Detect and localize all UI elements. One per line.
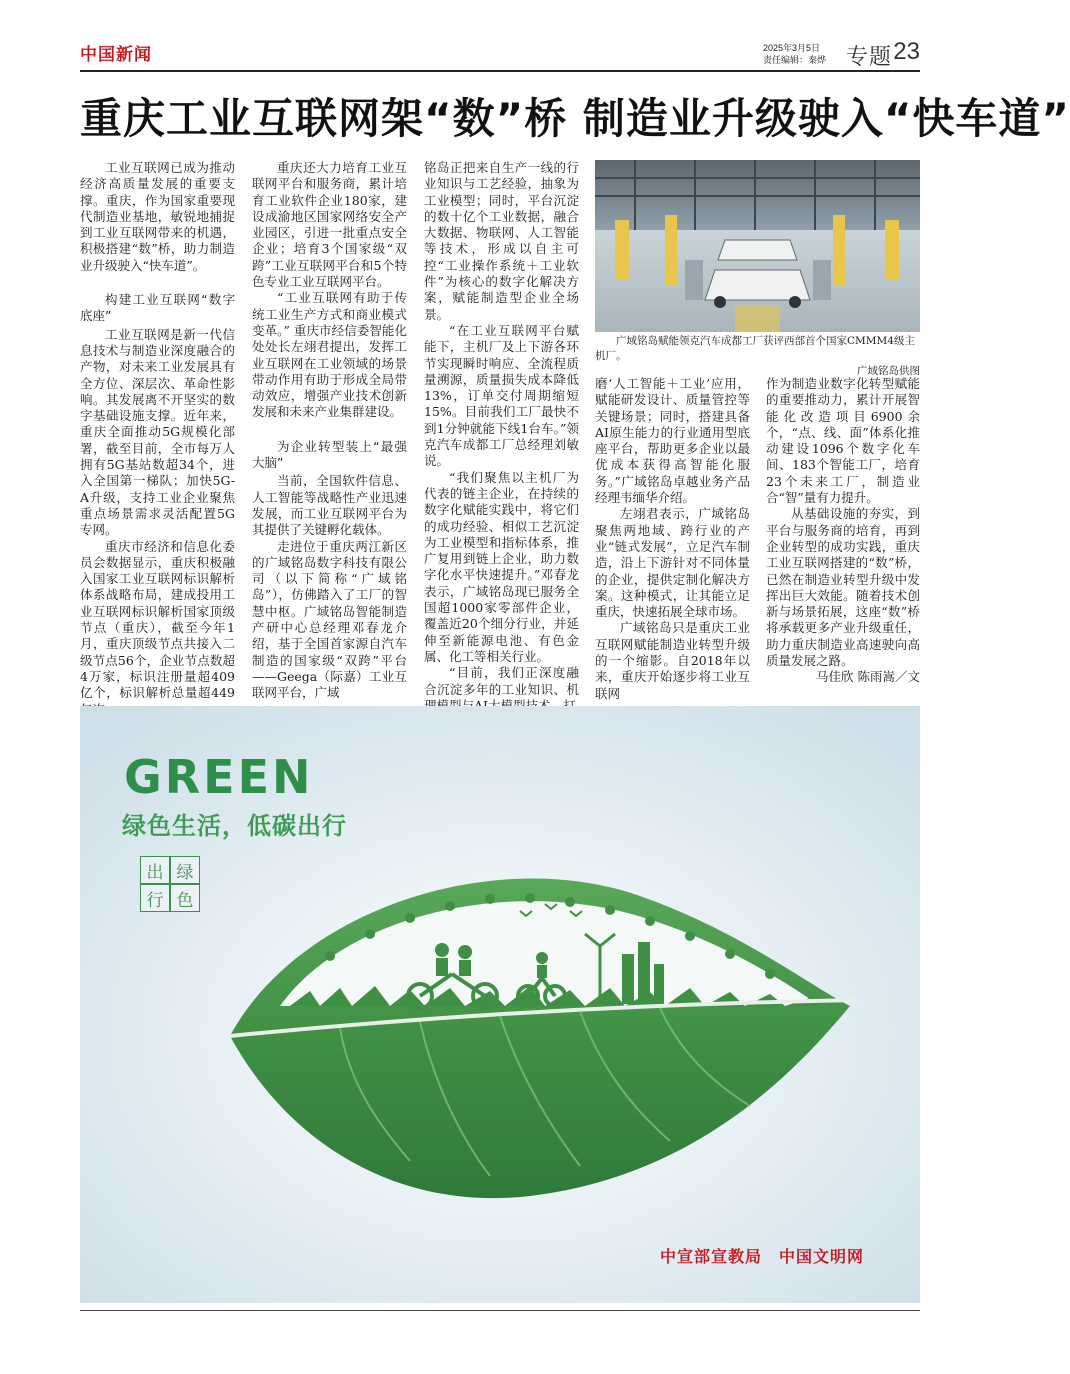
seal-stamp bbox=[140, 856, 200, 912]
paragraph: “目前，我们正深度融合沉淀多年的工业知识、机 bbox=[424, 665, 579, 697]
paragraph: 铭岛正把来自生产一线的行业知识与工艺经验，抽象为工业模型；同时，平台沉淀的数十亿个工业数据，融合大数据、物联网、人工智能等技术，形成以自主可控“工业操作系统＋工业软件”为核心的数字化解决方案，赋能制造型企业全场景。 bbox=[424, 160, 579, 322]
paragraph: 左翊君表示，广域铭岛聚焦两地域、跨行业的产业“链式发展”，立足汽车制造，沿上下游针对不同体量的企业，提供定制化解决方案。这种模式，让其能立足重庆，快速拓展全球市场。 bbox=[595, 506, 750, 620]
byline: 马佳欣 陈雨嵩／文 bbox=[816, 669, 920, 685]
ad-slogan: 绿色生活，低碳出行 bbox=[122, 812, 347, 840]
masthead-rule bbox=[80, 70, 920, 72]
issue-meta bbox=[763, 42, 826, 66]
subheading: 构建工业互联网“数字底座” bbox=[80, 292, 235, 324]
paragraph: 工业互联网是新一代信息技术与制造业深度融合的产物，对未来工业发展具有全方位、深层次、革命性影响。其发展离不开坚实的数字基础设施支撑。近年来，重庆全面推动5G规模化部署，截至目前，全市每万人拥有5G基站数超34个，进入全国第一梯队；加快5G-A升级，支持工业企业聚焦重点场景需求灵活配置5G专网。 bbox=[80, 326, 235, 538]
caption-text: 广域铭岛赋能领克汽车成都工厂获评西部首个国家CMMM4级主机厂。 bbox=[595, 335, 915, 362]
headline: 重庆工业互联网架“数”桥 制造业升级驶入“快车道” bbox=[80, 94, 1070, 143]
article-column-2 bbox=[252, 160, 407, 702]
photo-credit: 广域铭岛供图 bbox=[857, 365, 920, 377]
paragraph: “工业互联网有助于传统工业生产方式和商业模式变革。” 重庆市经信委智能化处处长左翊君提出，发挥工业互联网在工业领域的场景带动作用有助于形成全局带动效应，增强产业技术创新发展和未来产业集群建设。 bbox=[252, 290, 407, 420]
paragraph: 作为制造业数字化转型赋能的重要推动力，累计开展智能化改造项目6900余个，“点、线、面”体系化推动建设1096个数字化车间、183个智能工厂，培育23个未来工厂，制造业合“智”量有力提升。 bbox=[766, 376, 920, 506]
article-column-4 bbox=[595, 376, 750, 702]
masthead bbox=[80, 36, 920, 72]
paragraph: 磨‘人工智能＋工业’应用，赋能研发设计、质量管控等关键场景；同时，搭建具备AI原生能力的行业通用型底座平台，帮助更多企业以最优成本获得高智能化服务。”广域铭岛卓越业务产品经理韦缅华介绍。 bbox=[595, 376, 750, 506]
article-column-5 bbox=[766, 376, 920, 686]
paragraph: 广域铭岛只是重庆工业互联网赋能制造业转型升级的一个缩影。自2018年以来，重庆开始逐步将工业互联网 bbox=[595, 620, 750, 701]
seal-char: 绿 bbox=[170, 856, 200, 884]
paragraph: “在工业互联网平台赋能下，主机厂及上下游各环节实现瞬时响应、全流程质量溯源，质量损失成本降低13%，订单交付周期缩短15%。目前我们工厂最快不到1分钟就能下线1台车。”领克汽车成都工厂总经理刘敏说。 bbox=[424, 322, 579, 469]
factory-photo bbox=[595, 160, 920, 332]
newspaper-logo: 中国新闻 bbox=[80, 45, 152, 65]
footer-rule bbox=[80, 1310, 920, 1311]
green-ad bbox=[80, 706, 920, 1303]
paragraph: 重庆还大力培育工业互联网平台和服务商，累计培育工业软件企业180家，建设成渝地区国家网络安全产业园区，引进一批重点安全企业；培育3个国家级“双跨”工业互联网平台和5个特色专业工业互联网平台。 bbox=[252, 160, 407, 290]
paragraph: “我们聚焦以主机厂为代表的链主企业，在持续的数字化赋能实践中，将它们的成功经验、相似工艺沉淀为工业模型和指标体系，推广复用到链上企业，助力数字化水平快速提升。”邓春龙表示，广域铭岛现已服务全国超1000家零部件企业，覆盖近20个细分行业，并延伸至新能源电池、有色金属、化工等相关行业。 bbox=[424, 469, 579, 664]
seal-char: 行 bbox=[140, 884, 170, 912]
article-column-3 bbox=[424, 160, 579, 714]
seal-char: 色 bbox=[170, 884, 200, 912]
page-number: 23 bbox=[893, 38, 920, 65]
seal-char: 出 bbox=[140, 856, 170, 884]
paragraph: 重庆市经济和信息化委员会数据显示，重庆积极融入国家工业互联网标识解析体系战略布局，建成投用工业互联网标识解析国家顶级节点（重庆），截至今年1月，重庆顶级节点共接入二级节点56个，企业节点数超4万家，标识注册量超409亿个，标识解析总量超449 bbox=[80, 538, 235, 701]
issue-date: 2025年3月5日 bbox=[762, 43, 821, 53]
section-name: 专题 bbox=[845, 45, 892, 70]
paragraph: 从基础设施的夯实，到平台与服务商的培育，再到企业转型的成功实践，重庆工业互联网搭建的“数”桥，已然在制造业转型升级中发挥出巨大效能。随着技术创新与场景拓展，这座“数”桥将承载更多产业升级重任，助力重庆制造业高速驶向高质量发展之路。 bbox=[766, 506, 920, 669]
ad-sponsors: 中宣部宣教局 中国文明网 bbox=[660, 1247, 865, 1266]
paragraph: 当前，全国软件信息、人工智能等战略性产业迅速发展，而工业互联网平台为其提供了关键孵化载体。 bbox=[252, 473, 407, 538]
paragraph: 走进位于重庆两江新区的广域铭岛数字科技有限公司（以下简称“广域铭岛”），仿佛踏入了工厂的智慧中枢。广域铭岛智能制造产研中心总经理邓春龙介绍，基于全国首家源自汽车制造的国家级“双跨”平台——Geega（际嘉）工业互联网平台，广域 bbox=[252, 538, 407, 701]
photo-caption bbox=[595, 334, 920, 379]
subheading: 为企业转型装上“最强大脑” bbox=[252, 438, 407, 471]
article-column-1 bbox=[80, 160, 235, 718]
responsible-editor: 责任编辑：秦烨 bbox=[762, 55, 826, 65]
ad-title: GREEN bbox=[124, 750, 314, 804]
paragraph: 工业互联网已成为推动经济高质量发展的重要支撑。重庆，作为国家重要现代制造业基地，敏锐地捕捉到工业互联网带来的机遇，积极搭建“数”桥，助力制造业升级驶入“快车道”。 bbox=[80, 160, 235, 273]
